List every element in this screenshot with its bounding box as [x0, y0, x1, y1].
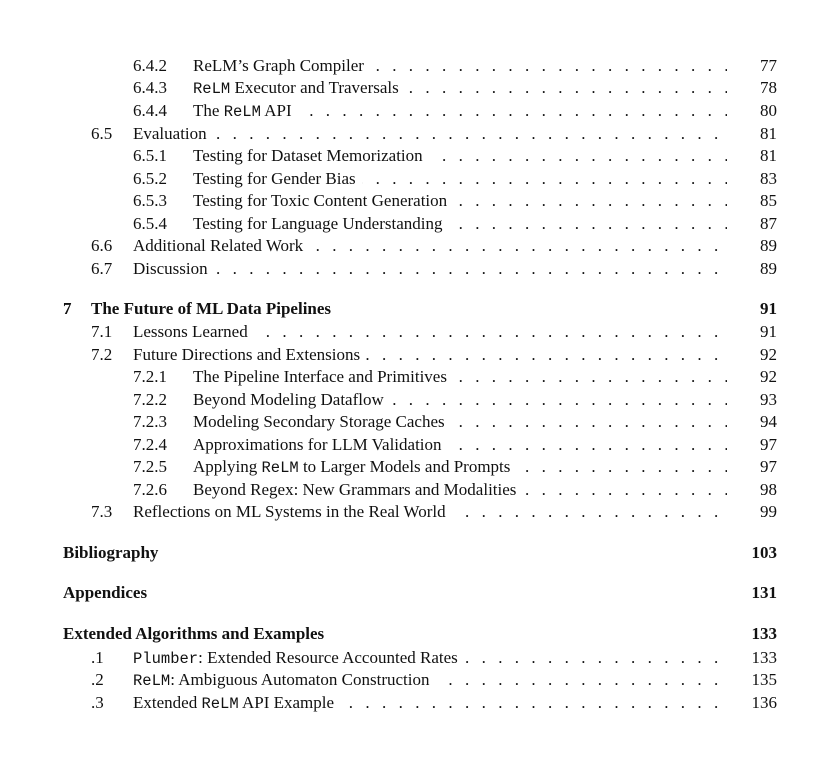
toc-page-number[interactable]: 83 [727, 167, 777, 190]
toc-page-number[interactable]: 136 [727, 691, 777, 714]
toc-title-text: Additional Related Work [133, 236, 304, 255]
toc-entry-title[interactable] [133, 234, 777, 257]
toc-title-text: Beyond Modeling Dataflow [193, 390, 384, 409]
toc-entry-title[interactable] [133, 320, 777, 343]
toc-title-code: Plumber [133, 650, 199, 668]
toc-title-code: ReLM [193, 80, 231, 98]
toc-entry-number: 7 [63, 299, 72, 318]
toc-page-number[interactable]: 93 [727, 388, 777, 411]
toc-title-code: ReLM [201, 695, 239, 713]
toc-page-number[interactable]: 97 [727, 455, 777, 478]
toc-entry-row[interactable] [0, 144, 833, 167]
toc-entry-number: 6.7 [91, 259, 113, 278]
toc-entry-row[interactable] [0, 500, 833, 523]
toc-entry-title[interactable] [133, 343, 777, 366]
toc-entry-number: .1 [91, 648, 104, 667]
toc-page-number[interactable]: 91 [727, 297, 777, 320]
toc-entry-row[interactable] [0, 99, 833, 122]
toc-entry-number: 6.5.3 [133, 191, 167, 210]
toc-page-number[interactable]: 81 [727, 144, 777, 167]
toc-entry-row[interactable] [0, 365, 833, 388]
toc-entry-row[interactable] [0, 410, 833, 433]
toc-entry-title[interactable] [193, 478, 777, 501]
toc-entry-number: 7.2.5 [133, 457, 167, 476]
toc-title-text: Bibliography [63, 543, 159, 562]
toc-title-text: Modeling Secondary Storage Caches [193, 412, 445, 431]
toc-title-text: Testing for Dataset Memorization [193, 146, 423, 165]
toc-entry-number: 6.6 [91, 236, 113, 255]
toc-entry-row[interactable] [0, 455, 833, 478]
toc-title-text: Testing for Gender Bias [193, 169, 356, 188]
toc-page-number[interactable]: 92 [727, 365, 777, 388]
toc-title-text: Future Directions and Extensions [133, 345, 361, 364]
toc-title-text: Appendices [63, 583, 148, 602]
toc-title-code: ReLM [223, 103, 261, 121]
toc-entry-number: 7.2.2 [133, 390, 167, 409]
toc-entry-title[interactable] [91, 297, 777, 320]
toc-title-text: The Pipeline Interface and Primitives [193, 367, 447, 386]
toc-entry-number: .2 [91, 670, 104, 689]
toc-title-text: Approximations for LLM Validation [193, 435, 442, 454]
toc-page-number[interactable]: 87 [727, 212, 777, 235]
toc-page-number[interactable]: 89 [727, 234, 777, 257]
toc-title-text: : Ambiguous Automaton Construction [170, 670, 430, 689]
toc-chapter-row[interactable] [0, 622, 833, 645]
toc-entry-row[interactable] [0, 320, 833, 343]
toc-entry-title[interactable] [193, 455, 777, 480]
toc-entry-row[interactable] [0, 76, 833, 99]
toc-chapter-row[interactable] [0, 541, 833, 564]
toc-page-number[interactable]: 92 [727, 343, 777, 366]
toc-entry-title[interactable] [193, 99, 777, 124]
toc-entry-number: 7.2 [91, 345, 113, 364]
toc-title-text: : Extended Resource Accounted Rates [198, 648, 458, 667]
toc-chapter-row[interactable] [0, 297, 833, 320]
toc-entry-title[interactable] [133, 500, 777, 523]
toc-entry-row[interactable] [0, 691, 833, 714]
toc-entry-row[interactable] [0, 388, 833, 411]
toc-title-text: API Example [238, 693, 335, 712]
toc-title-text: The [193, 101, 224, 120]
toc-entry-number: .3 [91, 693, 104, 712]
toc-entry-title[interactable] [193, 388, 777, 411]
toc-page-number[interactable]: 80 [727, 99, 777, 122]
toc-entry-row[interactable] [0, 433, 833, 456]
toc-title-code: ReLM [261, 459, 299, 477]
toc-entry-row[interactable] [0, 122, 833, 145]
toc-title-text: to Larger Models and Prompts [298, 457, 511, 476]
toc-page-number[interactable]: 97 [727, 433, 777, 456]
toc-entry-number: 6.5.1 [133, 146, 167, 165]
toc-entry-title[interactable] [63, 541, 777, 564]
toc-entry-number: 6.4.4 [133, 101, 167, 120]
toc-page-number[interactable]: 89 [727, 257, 777, 280]
toc-title-text: Testing for Toxic Content Generation [193, 191, 448, 210]
toc-entry-number: 7.2.4 [133, 435, 167, 454]
toc-page-number[interactable]: 78 [727, 76, 777, 99]
toc-entry-row[interactable] [0, 234, 833, 257]
toc-entry-number: 6.4.2 [133, 56, 167, 75]
toc-page-number[interactable]: 135 [727, 668, 777, 691]
toc-entry-row[interactable] [0, 257, 833, 280]
toc-entry-title[interactable] [133, 668, 777, 693]
toc-page-number[interactable]: 77 [727, 54, 777, 77]
toc-page-number[interactable]: 91 [727, 320, 777, 343]
toc-page-number[interactable]: 133 [727, 622, 777, 645]
toc-page-number[interactable]: 94 [727, 410, 777, 433]
toc-title-text: ReLM’s Graph Compiler [193, 56, 364, 75]
toc-entry-row[interactable] [0, 189, 833, 212]
toc-entry-title[interactable] [133, 122, 777, 145]
toc-title-text: Applying [193, 457, 262, 476]
toc-entry-title[interactable] [193, 76, 777, 101]
toc-entry-row[interactable] [0, 478, 833, 501]
toc-title-text: Executor and Traversals [230, 78, 399, 97]
toc-title-text: Extended [133, 693, 202, 712]
toc-title-text: Beyond Regex: New Grammars and Modalities [193, 480, 517, 499]
toc-chapter-row[interactable] [0, 581, 833, 604]
toc-entry-number: 6.5.4 [133, 214, 167, 233]
toc-entry-row[interactable] [0, 646, 833, 669]
toc-title-text: Evaluation [133, 124, 207, 143]
toc-entry-number: 7.2.3 [133, 412, 167, 431]
toc-title-text: Extended Algorithms and Examples [63, 624, 325, 643]
toc-entry-title[interactable] [63, 622, 777, 645]
toc-title-text: The Future of ML Data Pipelines [91, 299, 332, 318]
toc-entry-row[interactable] [0, 343, 833, 366]
toc-title-text: Testing for Language Understanding [193, 214, 443, 233]
toc-title-text: Lessons Learned [133, 322, 248, 341]
toc-entry-number: 6.5 [91, 124, 113, 143]
toc-page-number[interactable]: 85 [727, 189, 777, 212]
toc-page-number[interactable]: 81 [727, 122, 777, 145]
toc-entry-row[interactable] [0, 167, 833, 190]
toc-page-number[interactable]: 98 [727, 478, 777, 501]
toc-entry-number: 7.3 [91, 502, 113, 521]
toc-entry-number: 6.4.3 [133, 78, 167, 97]
toc-entry-row[interactable] [0, 668, 833, 691]
toc-entry-number: 7.2.1 [133, 367, 167, 386]
toc-entry-title[interactable] [193, 54, 777, 77]
toc-title-code: ReLM [133, 672, 171, 690]
toc-page-number[interactable]: 131 [727, 581, 777, 604]
toc-entry-title[interactable] [133, 691, 777, 716]
toc-entry-number: 6.5.2 [133, 169, 167, 188]
toc-entry-number: 7.1 [91, 322, 113, 341]
toc-title-text: API [260, 101, 292, 120]
toc-title-text: Discussion [133, 259, 208, 278]
toc-page-number[interactable]: 133 [727, 646, 777, 669]
toc-entry-title[interactable] [63, 581, 777, 604]
toc-entry-title[interactable] [193, 189, 777, 212]
toc-entry-title[interactable] [193, 144, 777, 167]
toc-page-number[interactable]: 103 [727, 541, 777, 564]
toc-entry-title[interactable] [193, 365, 777, 388]
toc-entry-title[interactable] [133, 257, 777, 280]
toc-entry-title[interactable] [193, 433, 777, 456]
toc-entry-number: 7.2.6 [133, 480, 167, 499]
toc-page-number[interactable]: 99 [727, 500, 777, 523]
toc-title-text: Reflections on ML Systems in the Real World [133, 502, 446, 521]
toc-entry-title[interactable] [193, 410, 777, 433]
toc-entry-title[interactable] [193, 212, 777, 235]
toc-entry-row[interactable] [0, 54, 833, 77]
toc-entry-row[interactable] [0, 212, 833, 235]
toc-entry-title[interactable] [193, 167, 777, 190]
